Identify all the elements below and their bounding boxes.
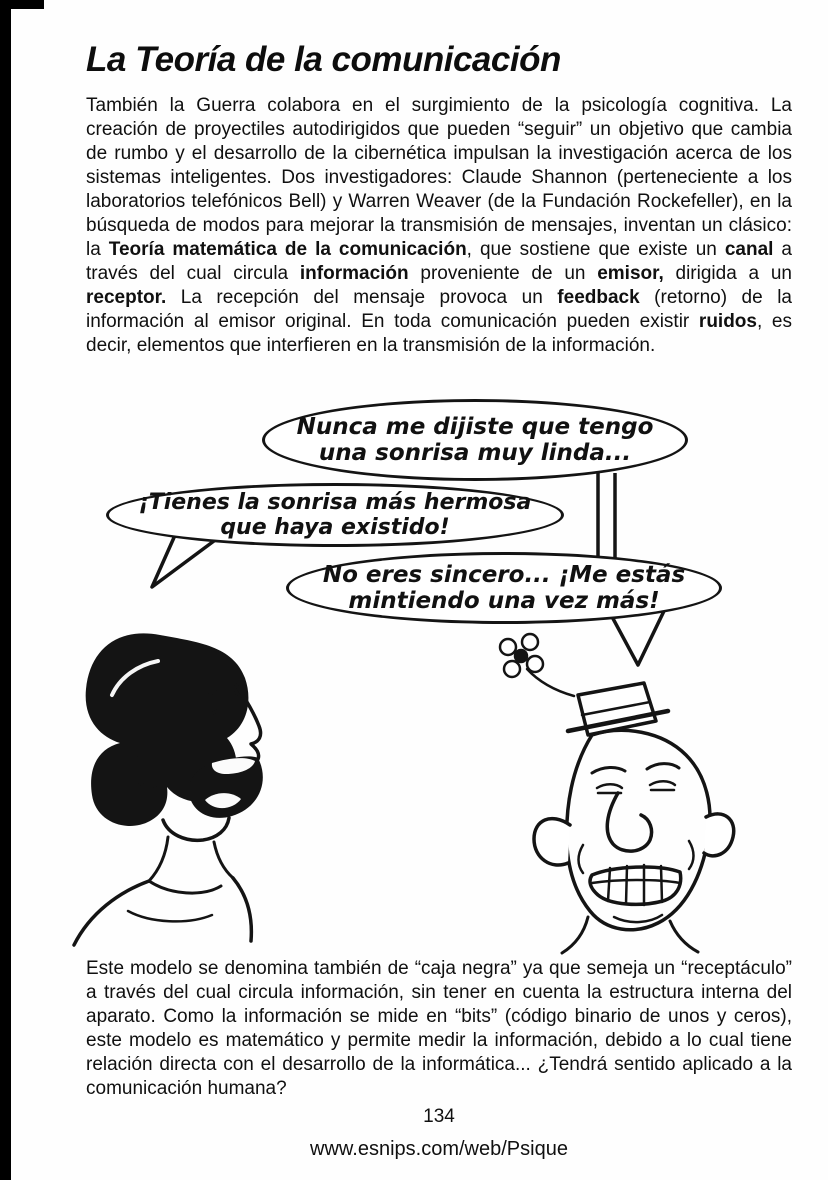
man-cartoon — [500, 634, 734, 953]
closing-paragraph: Este modelo se denomina también de “caja negra” ya que semeja un “receptáculo” a través del cual circula información, sin tener en cuenta la estructura interna del aparato. Como la información se mide en “bits” (código binario de unos y ceros), este modelo es matemático y permite medir la información, debido a lo cual tiene relación directa con el desarrollo de la informática... ¿Tendrá sentido aplicado a la comunicación humana? — [86, 958, 792, 1099]
speech-bubble-3-line-2: mintiendo una vez más! — [348, 588, 660, 614]
speech-bubble-1-line-1: Nunca me dijiste que tengo — [296, 413, 654, 440]
speech-bubble-3 — [286, 552, 722, 624]
page-number: 134 — [423, 1106, 455, 1127]
page-title: La Teoría de la comunicación — [86, 40, 561, 79]
speech-bubble-1-line-2: una sonrisa muy linda... — [318, 440, 632, 466]
comic-illustration — [0, 395, 828, 955]
scan-edge-top — [0, 0, 44, 9]
flower-doodle — [500, 634, 574, 696]
speech-bubble-3-line-1: No eres sincero... ¡Me estás — [322, 561, 686, 588]
speech-bubble-2-line-2: que haya existido! — [220, 515, 450, 540]
speech-bubble-2 — [106, 483, 564, 547]
intro-paragraph: También la Guerra colabora en el surgimiento de la psicología cognitiva. La creación de proyectiles autodirigidos que pueden “seguir” un objetivo que cambia de rumbo y el desarrollo de la cibernética impulsan la investigación acerca de los sistemas inteligentes. Dos investigadores: Claude Shannon (perteneciente a los laboratorios telefónicos Bell) y Warren Weaver (de la Fundación Rockefeller), en la búsqueda de modos para mejorar la transmisión de mensajes, inventan un clásico: la Teoría matemática de la comunicación, que sostiene que existe un canal a través del cual circula información proveniente de un emisor, dirigida a un receptor. La recepción del mensaje provoca un feedback (retorno) de la información al emisor original. En toda comunicación pueden existir ruidos, es decir, elementos que interfieren en la transmisión de la información. — [86, 95, 792, 356]
hat-doodle — [568, 683, 668, 735]
speech-bubble-2-line-1: ¡Tienes la sonrisa más hermosa — [138, 489, 532, 515]
footer-url: www.esnips.com/web/Psique — [310, 1138, 568, 1160]
woman-cartoon — [74, 633, 263, 945]
speech-bubble-1 — [262, 399, 688, 481]
